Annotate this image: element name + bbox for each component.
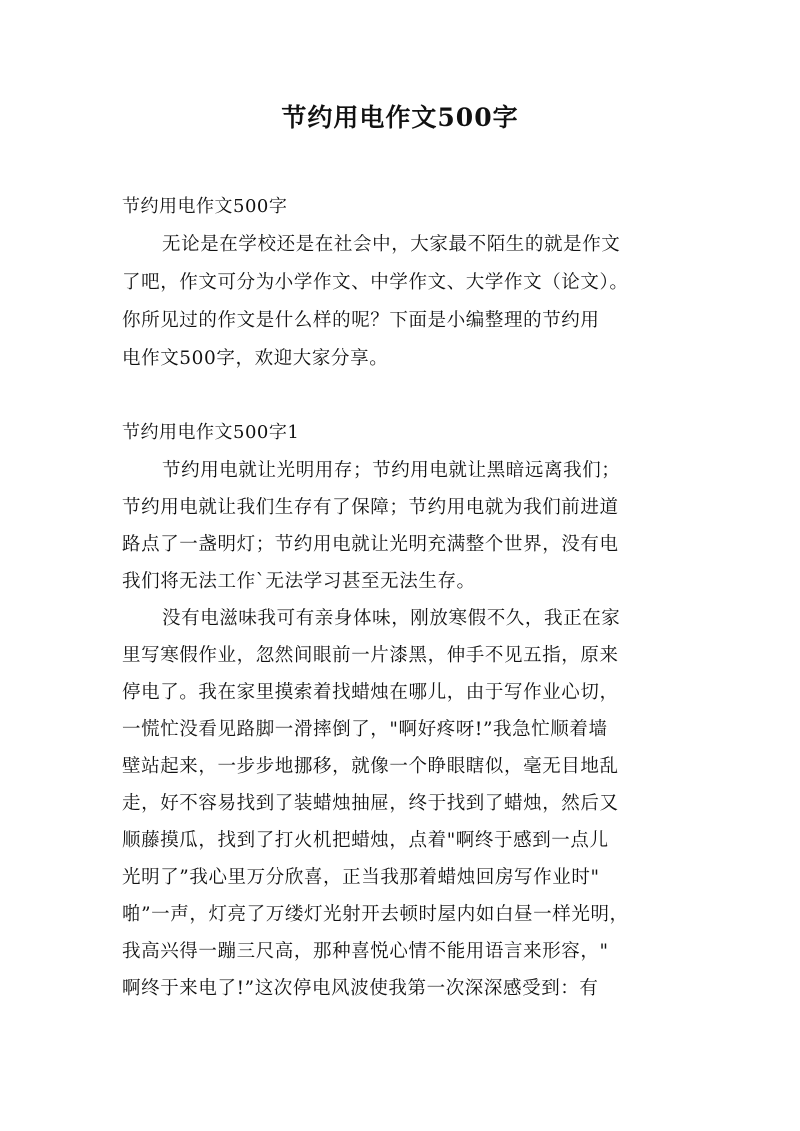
essay1-para2-line: 停电了。我在家里摸索着找蜡烛在哪儿，由于写作业心切， <box>122 682 619 703</box>
essay1-para2-line: 啊终于来电了!”这次停电风波使我第一次深深感受到：有 <box>122 978 599 999</box>
essay1-para2-line: 壁站起来，一步步地挪移，就像一个睁眼瞎似，毫无目地乱 <box>122 756 619 777</box>
essay1-para2-line: 一慌忙没看见路脚一滑摔倒了，"啊好疼呀!”我急忙顺着墙 <box>122 719 608 740</box>
essay1-para1-line: 节约用电就让光明用存；节约用电就让黑暗远离我们； <box>162 460 621 481</box>
intro-line: 无论是在学校还是在社会中，大家最不陌生的就是作文 <box>162 234 621 255</box>
intro-line: 电作文500字，欢迎大家分享。 <box>122 348 389 369</box>
intro-line: 你所见过的作文是什么样的呢？下面是小编整理的节约用 <box>122 310 600 331</box>
intro-heading: 节约用电作文500字 <box>122 196 288 217</box>
document-title: 节约用电作文500字 <box>281 103 519 132</box>
essay1-para2-line: 我高兴得一蹦三尺高，那种喜悦心情不能用语言来形容，" <box>122 941 609 962</box>
essay1-para2-line: 光明了”我心里万分欣喜，正当我那着蜡烛回房写作业时" <box>122 867 600 888</box>
essay1-para1-line: 我们将无法工作`无法学习甚至无法生存。 <box>122 571 476 592</box>
essay1-para2-line: 没有电滋味我可有亲身体味，刚放寒假不久，我正在家 <box>162 608 621 629</box>
essay1-heading: 节约用电作文500字1 <box>122 422 300 443</box>
essay1-para2-line: 里写寒假作业，忽然间眼前一片漆黑，伸手不见五指，原来 <box>122 645 619 666</box>
essay1-para1-line: 路点了一盏明灯；节约用电就让光明充满整个世界，没有电 <box>122 534 619 555</box>
essay1-para2-line: 走，好不容易找到了装蜡烛抽屉，终于找到了蜡烛，然后又 <box>122 793 619 814</box>
essay1-para1-line: 节约用电就让我们生存有了保障；节约用电就为我们前进道 <box>122 497 619 518</box>
essay1-para2-line: 顺藤摸瓜，找到了打火机把蜡烛，点着"啊终于感到一点儿 <box>122 830 609 851</box>
intro-line: 了吧，作文可分为小学作文、中学作文、大学作文（论文）。 <box>122 272 629 293</box>
essay1-para2-line: 啪”一声，灯亮了万缕灯光射开去顿时屋内如白昼一样光明， <box>122 904 629 925</box>
